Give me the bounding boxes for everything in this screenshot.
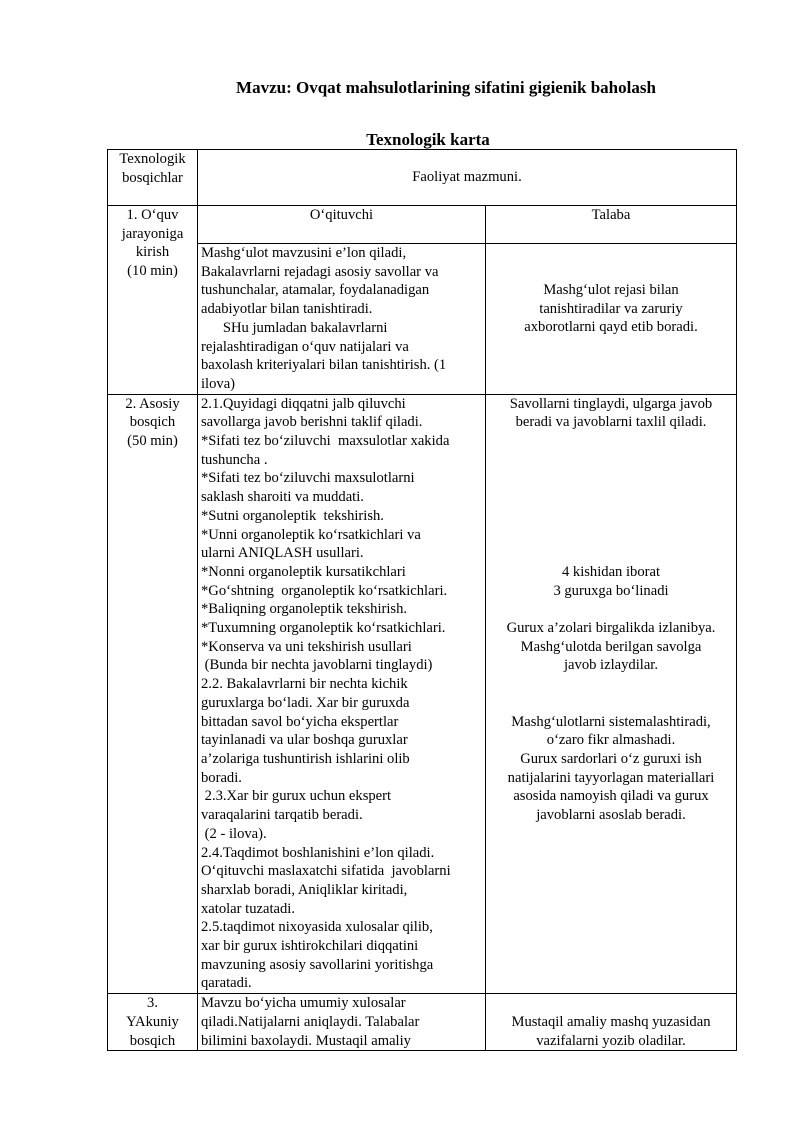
teacher-text-line: guruxlarga bo‘ladi. Xar bir guruxda — [201, 694, 410, 711]
teacher-text-line: tushuncha . — [201, 451, 268, 468]
stage-name-line: 1. O‘quv — [126, 207, 179, 223]
header-stages-cell — [108, 150, 198, 206]
student-text-line — [489, 544, 733, 563]
teacher-text-line: a’zolariga tushuntirish ishlarini olib — [201, 750, 410, 767]
header-student-label: Talaba — [591, 207, 631, 223]
teacher-text-line: Bakalavrlarni rejadagi asosiy savollar va — [201, 263, 439, 280]
teacher-text-line: (2 - ilova). — [201, 825, 267, 842]
student-text-line — [489, 526, 733, 545]
teacher-text-line: *Sifati tez bo‘ziluvchi maxsulotlarni — [201, 470, 415, 487]
student-text-line — [489, 488, 733, 507]
student-text-line: beradi va javoblarni taxlil qiladi. — [515, 414, 707, 431]
stage-name-line: jarayoniga — [121, 225, 184, 242]
header-activity-label: Faoliyat mazmuni. — [412, 169, 522, 186]
student-text-line — [489, 694, 733, 713]
teacher-text-line: *Sifati tez bo‘ziluvchi maxsulotlar xakida — [201, 433, 450, 450]
stage1-student-cell — [486, 244, 737, 395]
table-row — [108, 244, 737, 395]
page-title: Mavzu: Ovqat mahsulotlarining sifatini gigienik baholash — [236, 78, 656, 97]
student-text-line: o‘zaro fikr almashadi. — [546, 732, 676, 749]
teacher-text-line: varaqalarini tarqatib beradi. — [201, 807, 363, 824]
teacher-text-line: 2.5.taqdimot nixoyasida xulosalar qilib, — [201, 919, 433, 936]
teacher-text-line: *Baliqning organoleptik tekshirish. — [201, 601, 408, 618]
header-student-cell — [486, 206, 737, 244]
header-stages-line: bosqichlar — [122, 169, 183, 186]
student-text-line — [489, 432, 733, 451]
header-teacher-label: O‘qituvchi — [309, 207, 374, 223]
student-text-line: axborotlarni qayd etib boradi. — [524, 319, 698, 336]
teacher-text-line: tayinlanadi va ular boshqa guruxlar — [201, 732, 408, 749]
teacher-text-line: *Nonni organoleptik kursatikchlari — [201, 563, 406, 580]
teacher-text-line: O‘qituvchi maslaxatchi sifatida javoblarni — [201, 863, 451, 880]
teacher-text-line: *Unni organoleptik ko‘rsatkichlari va — [201, 526, 421, 543]
student-text-line: asosida namoyish qiladi va gurux — [513, 788, 709, 805]
stage1-name-cell — [108, 206, 198, 395]
teacher-text-line: 2.3.Xar bir gurux uchun ekspert — [201, 788, 392, 805]
student-text-line: Savollarni tinglaydi, ulgarga javob — [509, 395, 713, 412]
teacher-text-line: Mashg‘ulot mavzusini e’lon qiladi, — [201, 245, 407, 261]
teacher-text-line: tushunchalar, atamalar, foydalanadigan — [201, 282, 430, 299]
teacher-text-line: 2.1.Quyidagi diqqatni jalb qiluvchi — [201, 395, 406, 412]
teacher-text-line: xar bir gurux ishtirokchilari diqqatini — [201, 938, 419, 955]
student-text-line: tanishtiradilar va zaruriy — [539, 300, 683, 317]
teacher-text-line: 2.2. Bakalavrlarni bir nechta kichik — [201, 676, 408, 693]
student-text-line: natijalarini tayyorlagan materiallari — [507, 769, 715, 786]
technology-map-table — [107, 149, 737, 1051]
teacher-text-line: qiladi.Natijalarni aniqlaydi. Talabalar — [201, 1013, 420, 1030]
student-text-line: Mustaqil amaliy mashq yuzasidan — [511, 1013, 711, 1030]
table-subheader-row — [108, 206, 737, 244]
student-text-line — [489, 994, 733, 1013]
header-stages-line: Texnologik — [119, 151, 186, 167]
stage3-name-cell — [108, 994, 198, 1051]
teacher-text-line: qaratadi. — [201, 975, 252, 992]
teacher-text-line: mavzuning asosiy savollarini yoritishga — [201, 956, 434, 973]
teacher-text-line: *Tuxumning organoleptik ko‘rsatkichlari. — [201, 620, 446, 637]
student-text-line: 3 guruxga bo‘linadi — [553, 582, 669, 599]
stage3-student-cell — [486, 994, 737, 1051]
teacher-text-line: *Konserva va uni tekshirish usullari — [201, 638, 412, 655]
table-row — [108, 994, 737, 1051]
teacher-text-line: Mavzu bo‘yicha umumiy xulosalar — [201, 995, 406, 1012]
stage1-teacher-cell — [198, 244, 486, 395]
header-activity-cell — [198, 150, 737, 206]
student-text-line: Gurux a’zolari birgalikda izlanibya. — [506, 620, 716, 637]
student-text-line — [489, 469, 733, 488]
table-row — [108, 394, 737, 994]
student-text-line — [489, 600, 733, 619]
student-text-line: Mashg‘ulot rejasi bilan — [543, 282, 679, 298]
teacher-text-line: adabiyotlar bilan tanishtiradi. — [201, 301, 373, 318]
student-text-line — [489, 451, 733, 470]
student-text-line — [489, 507, 733, 526]
stage-name-line: YAkuniy — [126, 1013, 179, 1030]
header-teacher-cell — [198, 206, 486, 244]
stage-name-line: 3. — [147, 995, 158, 1012]
teacher-text-line: 2.4.Taqdimot boshlanishini e’lon qiladi. — [201, 844, 435, 861]
stage-name-line: bosqich — [129, 1032, 176, 1049]
stage3-teacher-cell — [198, 994, 486, 1051]
student-text-line: 4 kishidan iborat — [561, 563, 661, 580]
teacher-text-line: ilova) — [201, 375, 236, 392]
student-text-line: Mashg‘ulotda berilgan savolga — [520, 638, 702, 655]
student-text-line: javob izlaydilar. — [563, 657, 659, 674]
teacher-text-line: bittadan savol bo‘yicha ekspertlar — [201, 713, 399, 730]
stage-name-line: (50 min) — [127, 433, 178, 450]
stage2-name-cell — [108, 394, 198, 994]
stage-name-line: 2. Asosiy — [125, 395, 180, 412]
student-text-line: Gurux sardorlari o‘z guruxi ish — [520, 750, 702, 767]
stage2-teacher-cell — [198, 394, 486, 994]
teacher-text-line: rejalashtiradigan o‘quv natijalari va — [201, 338, 409, 355]
teacher-text-line: ularni ANIQLASH usullari. — [201, 545, 364, 562]
page-subtitle: Texnologik karta — [366, 130, 490, 149]
teacher-text-line: (Bunda bir nechta javoblarni tinglaydi) — [201, 657, 433, 674]
teacher-text-line: bilimini baxolaydi. Mustaqil amaliy — [201, 1032, 411, 1049]
student-text-line — [489, 675, 733, 694]
stage-name-line: bosqich — [129, 414, 176, 431]
table-header-row — [108, 150, 737, 206]
teacher-text-line: xatolar tuzatadi. — [201, 900, 296, 917]
student-text-line: javoblarni asoslab beradi. — [536, 807, 686, 824]
student-text-line: Mashg‘ulotlarni sistemalashtiradi, — [511, 713, 711, 730]
teacher-text-line: *Go‘shtning organoleptik ko‘rsatkichlari. — [201, 582, 448, 599]
teacher-text-line: sharxlab boradi, Aniqliklar kiritadi, — [201, 881, 408, 898]
teacher-text-line: boradi. — [201, 769, 242, 786]
student-text-line: vazifalarni yozib oladilar. — [536, 1032, 686, 1049]
stage2-student-cell — [486, 394, 737, 994]
stage-name-line: (10 min) — [127, 263, 178, 280]
teacher-text-line: SHu jumladan bakalavrlarni — [201, 319, 388, 336]
teacher-text-line: saklash sharoiti va muddati. — [201, 489, 364, 506]
teacher-text-line: baxolash kriteriyalari bilan tanishtirish. (1 — [201, 357, 447, 374]
teacher-text-line: savollarga javob berishni taklif qiladi. — [201, 414, 423, 431]
teacher-text-line: *Sutni organoleptik tekshirish. — [201, 507, 384, 524]
stage-name-line: kirish — [135, 244, 170, 261]
